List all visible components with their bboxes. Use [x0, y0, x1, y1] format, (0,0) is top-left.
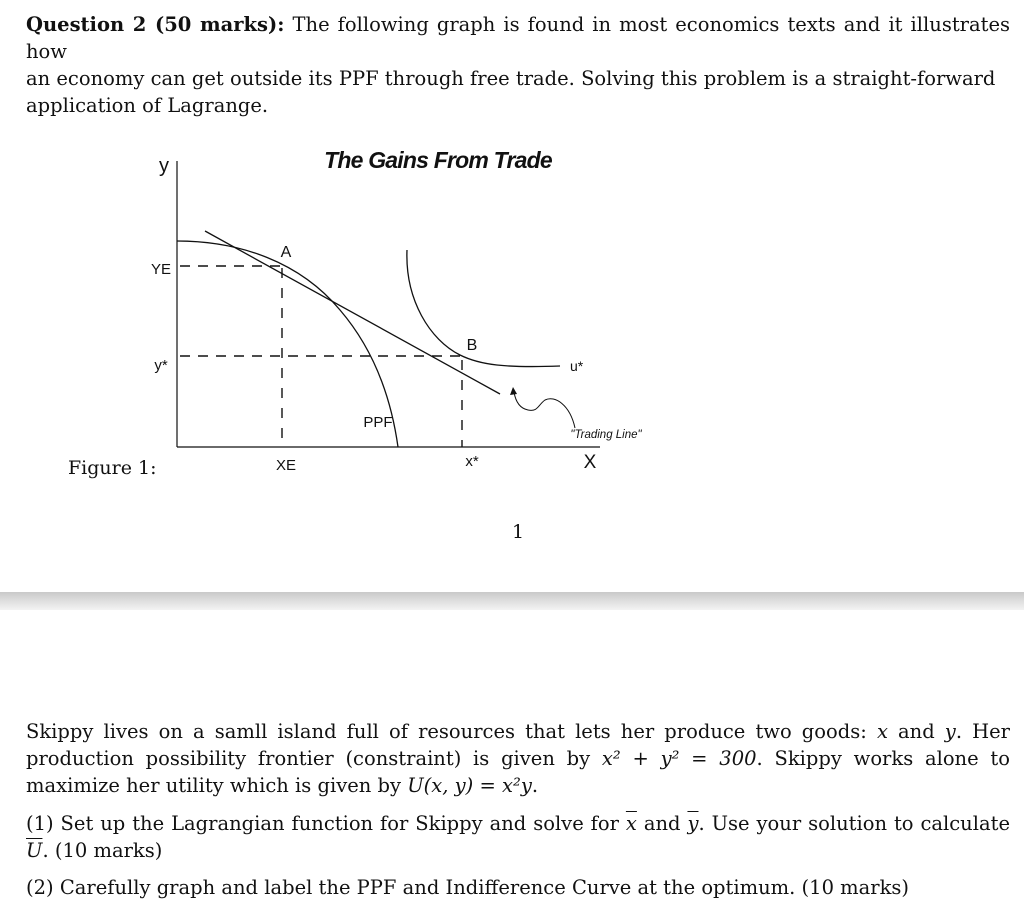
indifference-curve	[407, 250, 560, 367]
u-bar: $\overline{U}$	[26, 839, 43, 862]
u-star-label: u*	[570, 358, 584, 374]
xe-label: XE	[275, 457, 297, 474]
trading-line	[205, 231, 500, 394]
ppf-label: PPF	[363, 414, 393, 431]
question-text-line1: The following graph is found in most economics texts and it illustrates how	[26, 13, 1011, 63]
ye-label: YE	[150, 261, 172, 278]
problem-paragraph	[26, 718, 1010, 799]
part-1-text-c: . Use your solution to calculate	[698, 812, 1010, 835]
problem-text-4: .	[531, 774, 539, 797]
math-y: y	[944, 720, 956, 743]
x-axis-label: X	[583, 452, 597, 473]
trading-line-label: "Trading Line"	[570, 429, 642, 441]
y-bar: $\overline{y}$	[687, 812, 699, 835]
point-b-label: B	[466, 337, 478, 354]
ppf-constraint: x² + y² = 300	[601, 747, 757, 770]
y-star-label: y*	[154, 357, 168, 374]
part-1-text-b: and	[636, 812, 688, 835]
problem-and: and	[887, 720, 945, 743]
part-1-text-d: . (10 marks)	[42, 839, 163, 862]
x-bar: $\overline{x}$	[625, 812, 637, 835]
figure-label: Figure 1:	[68, 457, 157, 479]
math-x: x	[876, 720, 888, 743]
trading-line-pointer	[514, 392, 575, 428]
page-separator	[0, 592, 1024, 610]
utility-function: U(x, y) = x²y	[407, 774, 532, 797]
x-star-label: x*	[465, 453, 479, 470]
arrowhead-icon	[510, 387, 517, 395]
point-a-label: A	[280, 244, 292, 261]
y-axis-label: y	[159, 155, 169, 177]
question-text-line3: application of Lagrange.	[26, 94, 269, 117]
part-1	[26, 810, 1010, 864]
question-heading: Question 2 (50 marks):	[26, 13, 285, 36]
part-2-text: (2) Carefully graph and label the PPF and Indifference Curve at the optimum. (10 marks)	[26, 876, 910, 899]
page-number: 1	[512, 521, 525, 543]
part-1-text-a: (1) Set up the Lagrangian function for Skippy and solve for	[26, 812, 626, 835]
problem-text-2: . Her production possibility frontier (constraint) is given by	[26, 720, 1010, 770]
figure-title: The Gains From Trade	[324, 147, 552, 173]
problem-text-3: . Skippy works alone to maximize her utility which is given by	[26, 747, 1010, 797]
question-text-line2: an economy can get outside its PPF through free trade. Solving this problem is a straight-forward	[26, 67, 996, 90]
part-2	[26, 874, 1010, 901]
problem-text-1: Skippy lives on a samll island full of resources that lets her produce two goods:	[26, 720, 877, 743]
